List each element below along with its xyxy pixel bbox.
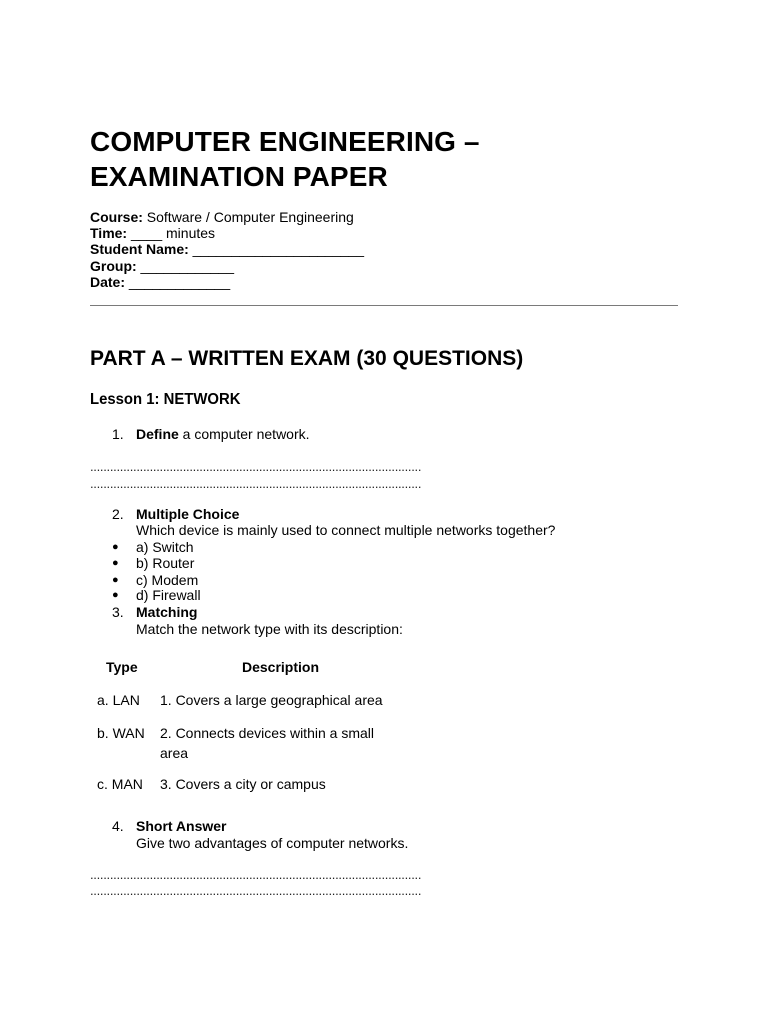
meta-course-label: Course: bbox=[90, 209, 143, 225]
q4-title bbox=[136, 818, 227, 834]
q1-number: 1. bbox=[112, 426, 124, 442]
matching-header-description: Description bbox=[242, 659, 320, 675]
q1-bold: Define bbox=[136, 426, 179, 442]
part-a-heading: PART A – WRITTEN EXAM (30 QUESTIONS) bbox=[90, 347, 524, 370]
matching-type-man: c. MAN bbox=[97, 776, 143, 792]
document-title-line1: COMPUTER ENGINEERING – bbox=[90, 126, 480, 157]
meta-course bbox=[90, 209, 354, 225]
meta-date-label: Date: bbox=[90, 274, 126, 290]
matching-type-lan: a. LAN bbox=[97, 692, 140, 708]
meta-time bbox=[90, 225, 215, 241]
q3-text: Match the network type with its description: bbox=[136, 621, 403, 637]
matching-desc-2-cont: area bbox=[160, 745, 189, 761]
q4-text: Give two advantages of computer networks. bbox=[136, 835, 409, 851]
meta-group bbox=[90, 258, 234, 274]
q2-option-b: b) Router bbox=[136, 555, 195, 571]
bullet-icon: ● bbox=[112, 557, 119, 569]
bullet-icon: ● bbox=[112, 574, 119, 586]
matching-desc-3: 3. Covers a city or campus bbox=[160, 776, 326, 792]
bullet-icon: ● bbox=[112, 541, 119, 553]
meta-student-value: ______________________ bbox=[188, 241, 364, 257]
answer-line: .................................................................................................... bbox=[90, 883, 422, 898]
meta-student-label: Student Name: bbox=[90, 241, 189, 257]
q2-option-a: a) Switch bbox=[136, 539, 194, 555]
answer-line: .................................................................................................... bbox=[90, 867, 422, 882]
q4-number: 4. bbox=[112, 818, 124, 834]
q3-title bbox=[136, 604, 197, 620]
matching-desc-2: 2. Connects devices within a small bbox=[160, 725, 374, 741]
q4-bold: Short Answer bbox=[136, 818, 227, 834]
answer-line: .................................................................................................... bbox=[90, 459, 422, 474]
answer-line: .................................................................................................... bbox=[90, 476, 422, 491]
q1-text bbox=[136, 426, 310, 442]
horizontal-divider bbox=[90, 305, 678, 306]
document-title-line2: EXAMINATION PAPER bbox=[90, 161, 388, 192]
meta-time-value: ____ minutes bbox=[127, 225, 216, 241]
q2-title bbox=[136, 506, 239, 522]
q2-text: Which device is mainly used to connect multiple networks together? bbox=[136, 522, 556, 538]
meta-course-value: Software / Computer Engineering bbox=[142, 209, 354, 225]
q2-option-c: c) Modem bbox=[136, 572, 199, 588]
meta-date bbox=[90, 274, 230, 290]
meta-group-label: Group: bbox=[90, 258, 137, 274]
bullet-icon: ● bbox=[112, 589, 119, 601]
q3-bold: Matching bbox=[136, 604, 198, 620]
q2-bold: Multiple Choice bbox=[136, 506, 240, 522]
q2-option-d: d) Firewall bbox=[136, 587, 201, 603]
matching-header-type: Type bbox=[106, 659, 138, 675]
meta-student bbox=[90, 241, 364, 257]
q3-number: 3. bbox=[112, 604, 124, 620]
meta-group-value: ____________ bbox=[136, 258, 234, 274]
matching-type-wan: b. WAN bbox=[97, 725, 145, 741]
q1-rest: a computer network. bbox=[178, 426, 310, 442]
q2-number: 2. bbox=[112, 506, 124, 522]
lesson-heading: Lesson 1: NETWORK bbox=[90, 391, 241, 408]
matching-desc-1: 1. Covers a large geographical area bbox=[160, 692, 383, 708]
meta-time-label: Time: bbox=[90, 225, 128, 241]
meta-date-value: _____________ bbox=[125, 274, 231, 290]
